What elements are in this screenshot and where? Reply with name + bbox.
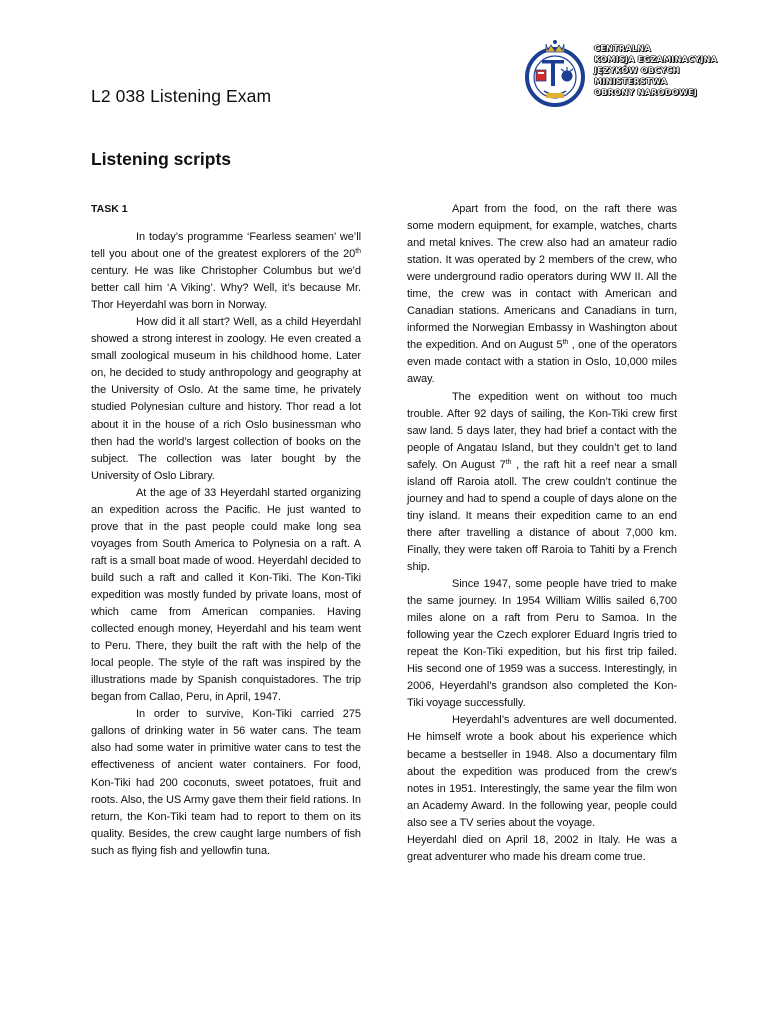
logo-text-line: KOMISJA EGZAMINACYJNA (594, 54, 718, 64)
paragraph-text: century. He was like Christopher Columbus but we’d better call him ‘A Viking’. Why? Well, it’s because Mr. Thor Heyerdahl was born in Norway. (91, 265, 361, 312)
paragraph-text: The expedition went on without too much trouble. After 92 days of sailing, the Kon-Tiki crew first saw land. 5 days later, they had brief a contact with the people of Angatau Island, but they couldn’t get to land safely. On August 7 (407, 390, 677, 471)
paragraph-text: , the raft hit a reef near a small island off Raroia atoll. The crew couldn’t continue the journey and had to spend a couple of days alone on the tiny island. It means their expedition came to an end there after travelling a distance of about 7,000 km. Finally, they were taken off Raroia to Tahiti by a French ship. (407, 458, 677, 573)
paragraph-text: In today’s programme ‘Fearless seamen’ we’ll tell you about one of the greatest explorers of the 20 (91, 231, 361, 261)
logo-text-line: MINISTERSTWA (594, 76, 668, 86)
document-subtitle: Listening scripts (91, 149, 232, 169)
logo-text-line: OBRONY NARODOWEJ (594, 87, 697, 97)
paragraph: How did it all start? Well, as a child Heyerdahl showed a strong interest in zoology. He even created a small zoological museum in his childhood home. Later on, he decided to study anthropology and geography at the University of Oslo. At the same time, he privately studied Polynesian culture and history. Thor read a lot about it in the house of a rich Oslo businessman who then had the world’s largest collection of books on the subject. The collection was later bought by the University of Oslo Library. (91, 316, 361, 482)
ordinal-suffix: th (562, 339, 569, 347)
paragraph-text: , one of the operators even made contact with a station in Oslo, 10,000 miles away. (407, 339, 677, 386)
paragraph (407, 201, 677, 389)
logo-text-line: JĘZYKÓW OBCYCH (594, 65, 680, 75)
commission-emblem-icon (518, 38, 596, 108)
ordinal-suffix: th (505, 458, 512, 466)
paragraph-text: Apart from the food, on the raft there was some modern equipment, for example, watches, charts and metal knives. The crew also had an amateur radio station. It was operated by 2 members of the crew, who were underground radio operators during WW II. All the time, the crew was in contact with American and Canadian stations. Americans and Canadians in turn, informed the Norwegian Embassy in Washington about the expedition. And on August 5 (407, 203, 677, 352)
logo-text-line: CENTRALNA (594, 43, 651, 53)
paragraph: Heyerdahl died on April 18, 2002 in Italy. He was a great adventurer who made his dream come true. (407, 833, 677, 863)
right-column (407, 201, 677, 866)
ordinal-suffix: th (355, 248, 361, 256)
commission-logo (518, 38, 718, 108)
paragraph (407, 389, 677, 577)
paragraph: Heyerdahl’s adventures are well documented. He himself wrote a book about his experience which became a bestseller in 1948. Also a documentary film about the expedition was produced from the crew’s notes in 1951. Interestingly, the same year the film won an Academy Award. In the following year, people could also see a TV series about the voyage. (407, 714, 677, 829)
commission-name (594, 43, 718, 98)
document-title: L2 038 Listening Exam (91, 86, 272, 106)
paragraph: At the age of 33 Heyerdahl started organizing an expedition across the Pacific. He just wanted to prove that in the past people could make long sea voyages from South America to Polynesia on a raft. A raft is a small boat made of wood. Heyerdahl decided to build such a raft and called it Kon-Tiki. The Kon-Tiki expedition was mostly funded by private loans, most of which came from American companies. Having collected enough money, Heyerdahl and his team went to Peru. There, they built the raft with the help of the local people. The style of the raft was inspired by the illustrations made by Spanish conquistadores. The trip began from Callao, Peru, in April, 1947. (91, 486, 361, 704)
paragraph: Since 1947, some people have tried to make the same journey. In 1954 William Willis sailed 6,700 miles alone on a raft from Peru to Samoa. In the following year the Czech explorer Eduard Ingris tried to repeat the Kon-Tiki expedition, but his first trip failed. His second one of 1959 was a success. Interestingly, in 2006, Heyerdahl’s grandson also completed the Kon-Tiki voyage successfully. (407, 578, 677, 710)
left-column (91, 229, 361, 860)
paragraph (91, 229, 361, 314)
task-label: TASK 1 (91, 203, 128, 215)
paragraph: In order to survive, Kon-Tiki carried 275 gallons of drinking water in 56 water cans. The team also had some water in primitive water cans to test the effectiveness of ancient water containers. For food, Kon-Tiki had 200 coconuts, sweet potatoes, fruit and roots. Also, the US Army gave them their field rations. In return, the Kon-Tiki team had to report to them on its quality. Besides, the crew caught large numbers of fish such as flying fish and yellowfin tuna. (91, 708, 361, 857)
